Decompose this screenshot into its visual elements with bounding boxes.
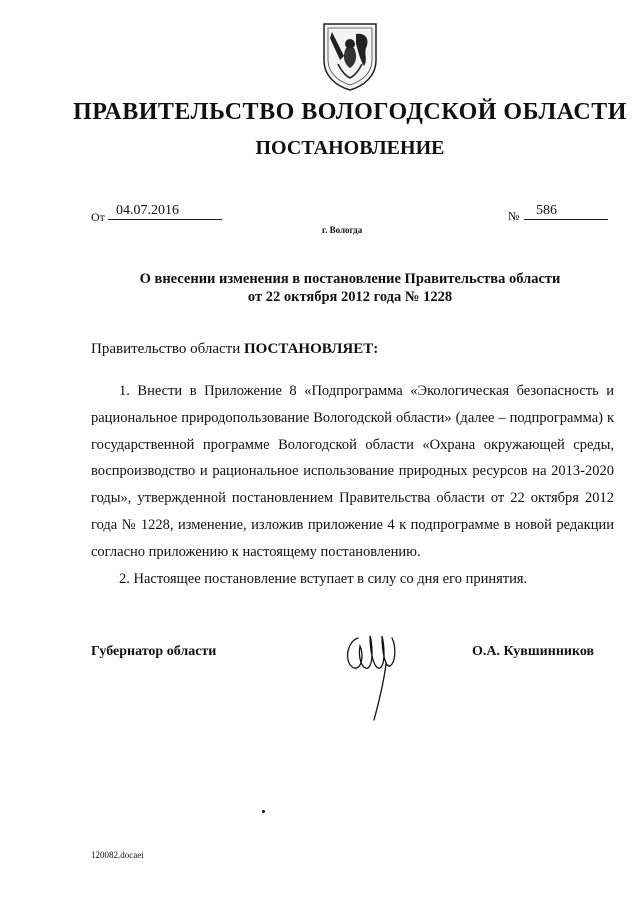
document-number: 586 [524, 203, 608, 220]
document-subject [0, 270, 640, 306]
subject-line-2: от 22 октября 2012 года № 1228 [247, 289, 453, 305]
document-date: 04.07.2016 [108, 203, 222, 220]
signer-name: О.А. Кувшинников [472, 644, 595, 659]
decree-intro [91, 341, 378, 358]
handwritten-signature [340, 624, 410, 724]
decree-intro-text: Правительство области [91, 341, 244, 357]
coat-of-arms-icon [320, 20, 380, 92]
government-title: ПРАВИТЕЛЬСТВО ВОЛОГОДСКОЙ ОБЛАСТИ [73, 99, 627, 125]
document-type: ПОСТАНОВЛЕНИЕ [255, 137, 445, 159]
number-prefix: № [508, 209, 520, 223]
paragraph-1: 1. Внести в Приложение 8 «Подпрограмма «Экологическая безопасность и рациональное природопользование Вологодской области» (далее – подпрограмма) к государственной программе Вологодской области «Охрана окружающей среды, воспроизводство и рациональное использование природных ресурсов на 2013-2020 годы», утвержденной постановлением Правительства области от 22 октября 2012 года № 1228, изменение, изложив приложение 4 к подпрограмме в новой редакции согласно приложению к настоящему постановлению. [91, 383, 614, 560]
city: г. Вологда [322, 225, 363, 235]
signer-role: Губернатор области [91, 644, 217, 659]
decree-keyword: ПОСТАНОВЛЯЕТ: [243, 341, 379, 357]
file-reference: 120082.docaei [91, 850, 144, 860]
scan-mark [262, 810, 265, 813]
date-prefix: От [91, 210, 105, 224]
paragraph-2: 2. Настоящее постановление вступает в силу со дня его принятия. [119, 571, 528, 587]
subject-line-1: О внесении изменения в постановление Правительства области [139, 271, 561, 287]
